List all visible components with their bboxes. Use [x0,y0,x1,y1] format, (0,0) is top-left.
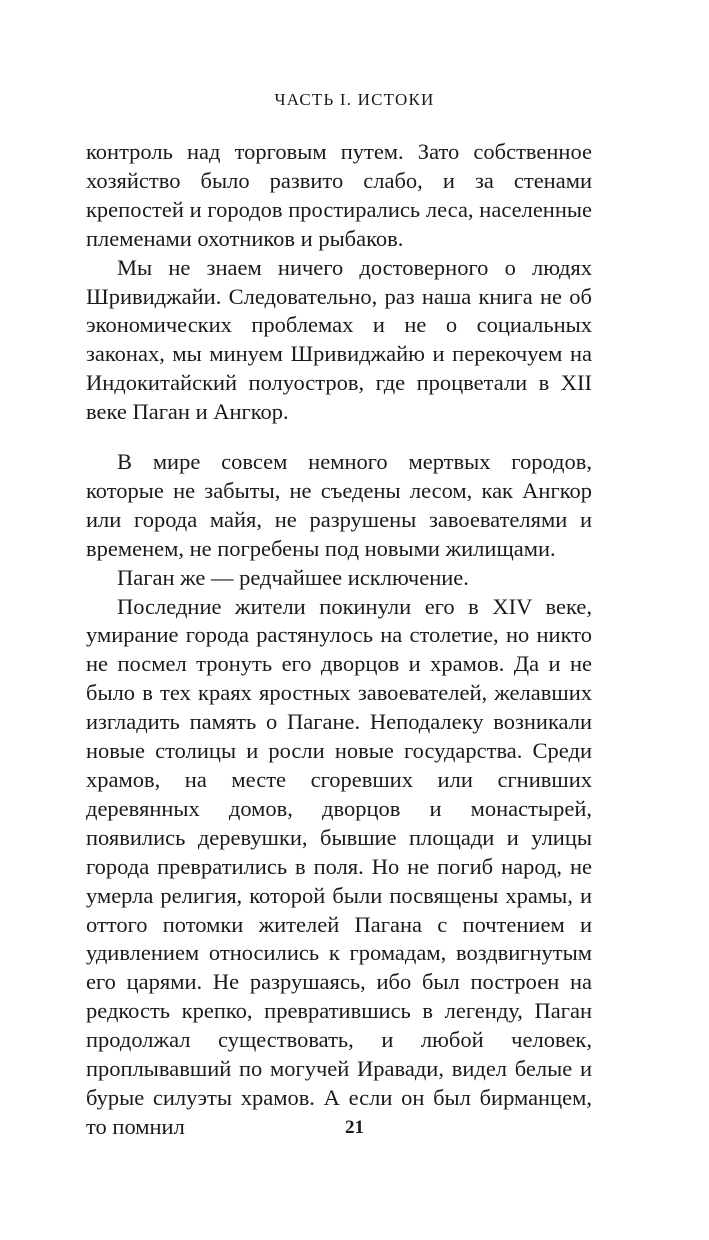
paragraph: В мире совсем немного мертвых городов, которые не забыты, не съедены лесом, как Ангкор или города майя, не разрушены завоевателями и временем, не погребены под новыми жилищами. [86,449,592,561]
text-section-1 [86,138,592,427]
page-number: 21 [345,1117,364,1138]
text-section-2 [86,448,592,1142]
paragraph: Паган же — редчайшее исключение. [117,564,469,590]
paragraph: Последние жители покинули его в XIV веке, умирание города растянулось на столетие, но никто не посмел тронуть его дворцов и храмов. Да и не было в тех краях яростных завоевателей, желавших изгладить память о Пагане. Неподалеку возникали новые столицы и росли новые государства. Среди храмов, на месте сгоревших или сгнивших деревянных домов, дворцов и монастырей, появились деревушки, бывшие площади и улицы города превратились в поля. Но не погиб народ, не умерла религия, которой были посвящены храмы, и оттого потомки жителей Пагана с почтением и удивлением относились к громадам, воздвигнутым его царями. Не разрушаясь, ибо был построен на редкость крепко, превратившись в легенду, Паган продолжал существовать, и любой человек, проплывавший по могучей Иравади, видел белые и бурые силуэты храмов. А если он был бирманцем, то помнил [86,593,592,1139]
paragraph: контроль над торговым путем. Зато собственное хозяйство было развито слабо, и за стенами крепостей и городов простирались леса, населенные племенами охотников и рыбаков. [86,139,592,251]
running-head: ЧАСТЬ I. ИСТОКИ [274,90,435,109]
paragraph: Мы не знаем ничего достоверного о людях Шривиджайи. Следовательно, раз наша книга не об экономических проблемах и не о социальных законах, мы минуем Шривиджайю и перекочуем на Индокитайский полуостров, где процветали в XII веке Паган и Ангкор. [86,254,592,425]
